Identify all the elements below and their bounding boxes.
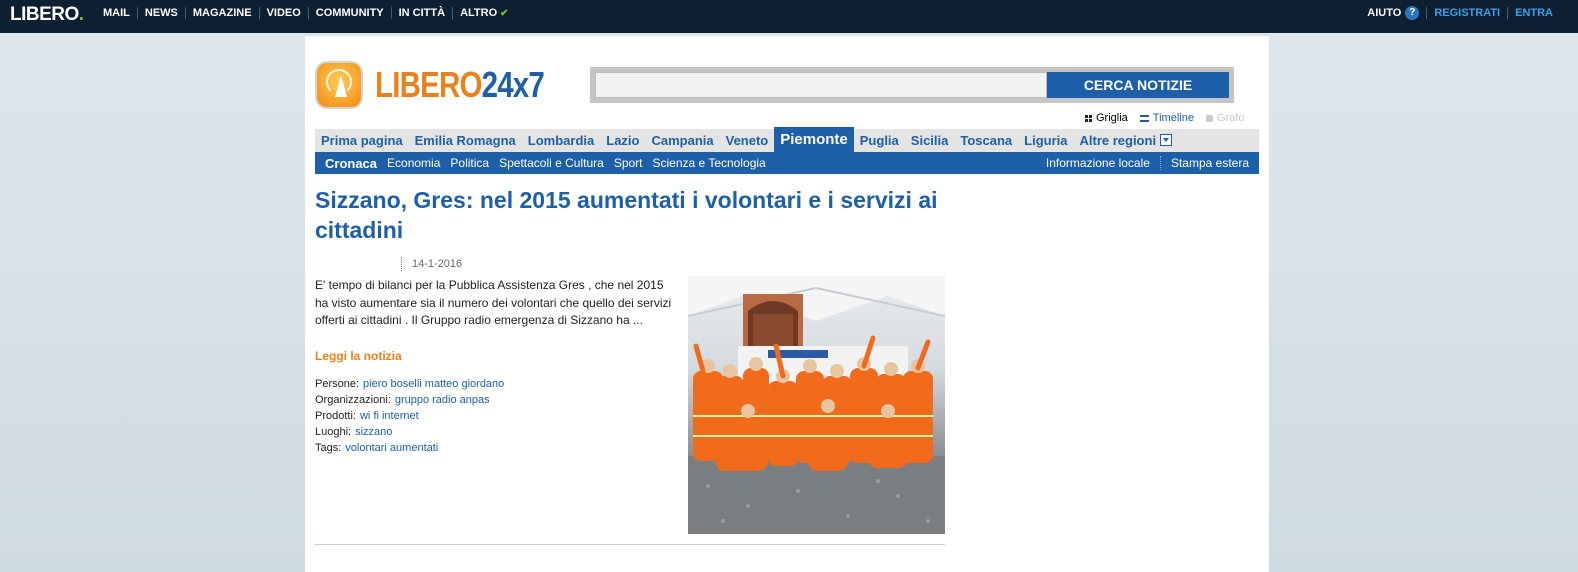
meta-row	[315, 408, 504, 424]
register-link[interactable]: REGISTRATI	[1426, 7, 1507, 19]
meta-label: Organizzazioni:	[315, 394, 391, 406]
volunteers-photo	[688, 276, 945, 534]
brand-logo[interactable]: LIBERO24x7	[315, 61, 581, 109]
grid-icon	[1085, 115, 1092, 122]
article-date: 14-1-2016	[401, 257, 462, 271]
top-nav	[96, 0, 516, 26]
region-lazio[interactable]: Lazio	[606, 133, 640, 148]
article-title[interactable]: Sizzano, Gres: nel 2015 aumentati i volontari e i servizi ai cittadini	[315, 187, 938, 243]
article-abstract: E' tempo di bilanci per la Pubblica Assistenza Gres , che nel 2015 ha visto aumentare sia il numero dei volontari che quello dei servizi offerti ai cittadini . Il Gruppo radio emergenza di Sizzano ha ...	[315, 278, 672, 327]
local-info-link[interactable]: Informazione locale	[1045, 156, 1150, 170]
meta-value-prodotti[interactable]: wi fi internet	[359, 410, 419, 422]
search-input[interactable]	[595, 72, 1047, 98]
help-icon[interactable]: ?	[1405, 6, 1419, 20]
meta-label: Tags:	[315, 442, 342, 454]
search-box	[590, 67, 1234, 103]
region-prima-pagina[interactable]: Prima pagina	[321, 133, 403, 148]
libero-logo[interactable]: LIBERO.	[10, 4, 84, 25]
view-grid[interactable]: Griglia	[1085, 112, 1128, 124]
top-nav-altro[interactable]: ALTRO ✔	[452, 7, 515, 20]
region-veneto[interactable]: Veneto	[725, 133, 769, 148]
meta-value-persone[interactable]: piero boselli matteo giordano	[363, 378, 505, 390]
category-cronaca[interactable]: Cronaca	[325, 155, 378, 171]
view-switcher	[1085, 112, 1244, 124]
region-puglia[interactable]: Puglia	[859, 133, 899, 148]
article-photo[interactable]	[688, 276, 945, 534]
help-link[interactable]: AIUTO ?	[1360, 6, 1426, 20]
meta-label: Luoghi:	[315, 426, 352, 438]
top-nav-mail[interactable]: MAIL	[103, 7, 130, 19]
category-scienza[interactable]: Scienza e Tecnologia	[652, 156, 766, 170]
top-right-nav	[1360, 0, 1560, 26]
meta-row	[315, 440, 504, 456]
content-divider	[315, 544, 945, 545]
graph-icon	[1206, 115, 1213, 122]
region-campania[interactable]: Campania	[651, 133, 714, 148]
top-nav-community[interactable]: COMMUNITY	[308, 7, 391, 19]
region-emilia-romagna[interactable]: Emilia Romagna	[414, 133, 516, 148]
region-toscana[interactable]: Toscana	[960, 133, 1013, 148]
page-container	[305, 36, 1269, 572]
region-lombardia[interactable]: Lombardia	[527, 133, 595, 148]
category-nav	[315, 152, 1259, 174]
top-nav-news[interactable]: NEWS	[137, 7, 185, 19]
meta-row	[315, 424, 504, 440]
top-nav-magazine[interactable]: MAGAZINE	[185, 7, 259, 19]
dropdown-icon[interactable]	[1160, 134, 1172, 146]
top-nav-video[interactable]: VIDEO	[259, 7, 308, 19]
category-spettacoli[interactable]: Spettacoli e Cultura	[499, 156, 604, 170]
meta-row	[315, 392, 504, 408]
meta-value-tags[interactable]: volontari aumentati	[345, 442, 439, 454]
timeline-icon	[1140, 115, 1149, 122]
category-sport[interactable]: Sport	[613, 156, 643, 170]
chevron-down-icon: ✔	[500, 7, 509, 19]
view-timeline[interactable]: Timeline	[1140, 112, 1194, 124]
meta-value-luoghi[interactable]: sizzano	[355, 426, 393, 438]
category-economia[interactable]: Economia	[387, 156, 441, 170]
meta-row	[315, 376, 504, 392]
antenna-icon	[315, 61, 363, 109]
top-bar	[0, 0, 1578, 33]
search-button[interactable]: CERCA NOTIZIE	[1047, 72, 1229, 98]
login-link[interactable]: ENTRA	[1507, 7, 1560, 19]
meta-value-organizzazioni[interactable]: gruppo radio anpas	[394, 394, 490, 406]
meta-label: Persone:	[315, 378, 360, 390]
read-more-link[interactable]: Leggi la notizia	[315, 349, 402, 363]
article-meta	[315, 376, 504, 456]
category-politica[interactable]: Politica	[450, 156, 490, 170]
region-liguria[interactable]: Liguria	[1024, 133, 1068, 148]
region-piemonte[interactable]: Piemonte	[774, 127, 854, 152]
foreign-press-link[interactable]: Stampa estera	[1160, 156, 1259, 170]
top-nav-in-citta[interactable]: IN CITTÀ	[391, 7, 452, 19]
view-graph[interactable]: Grafo	[1206, 112, 1245, 124]
region-nav	[315, 129, 1259, 152]
meta-label: Prodotti:	[315, 410, 356, 422]
region-altre-regioni[interactable]: Altre regioni	[1073, 129, 1178, 152]
region-sicilia[interactable]: Sicilia	[910, 133, 949, 148]
